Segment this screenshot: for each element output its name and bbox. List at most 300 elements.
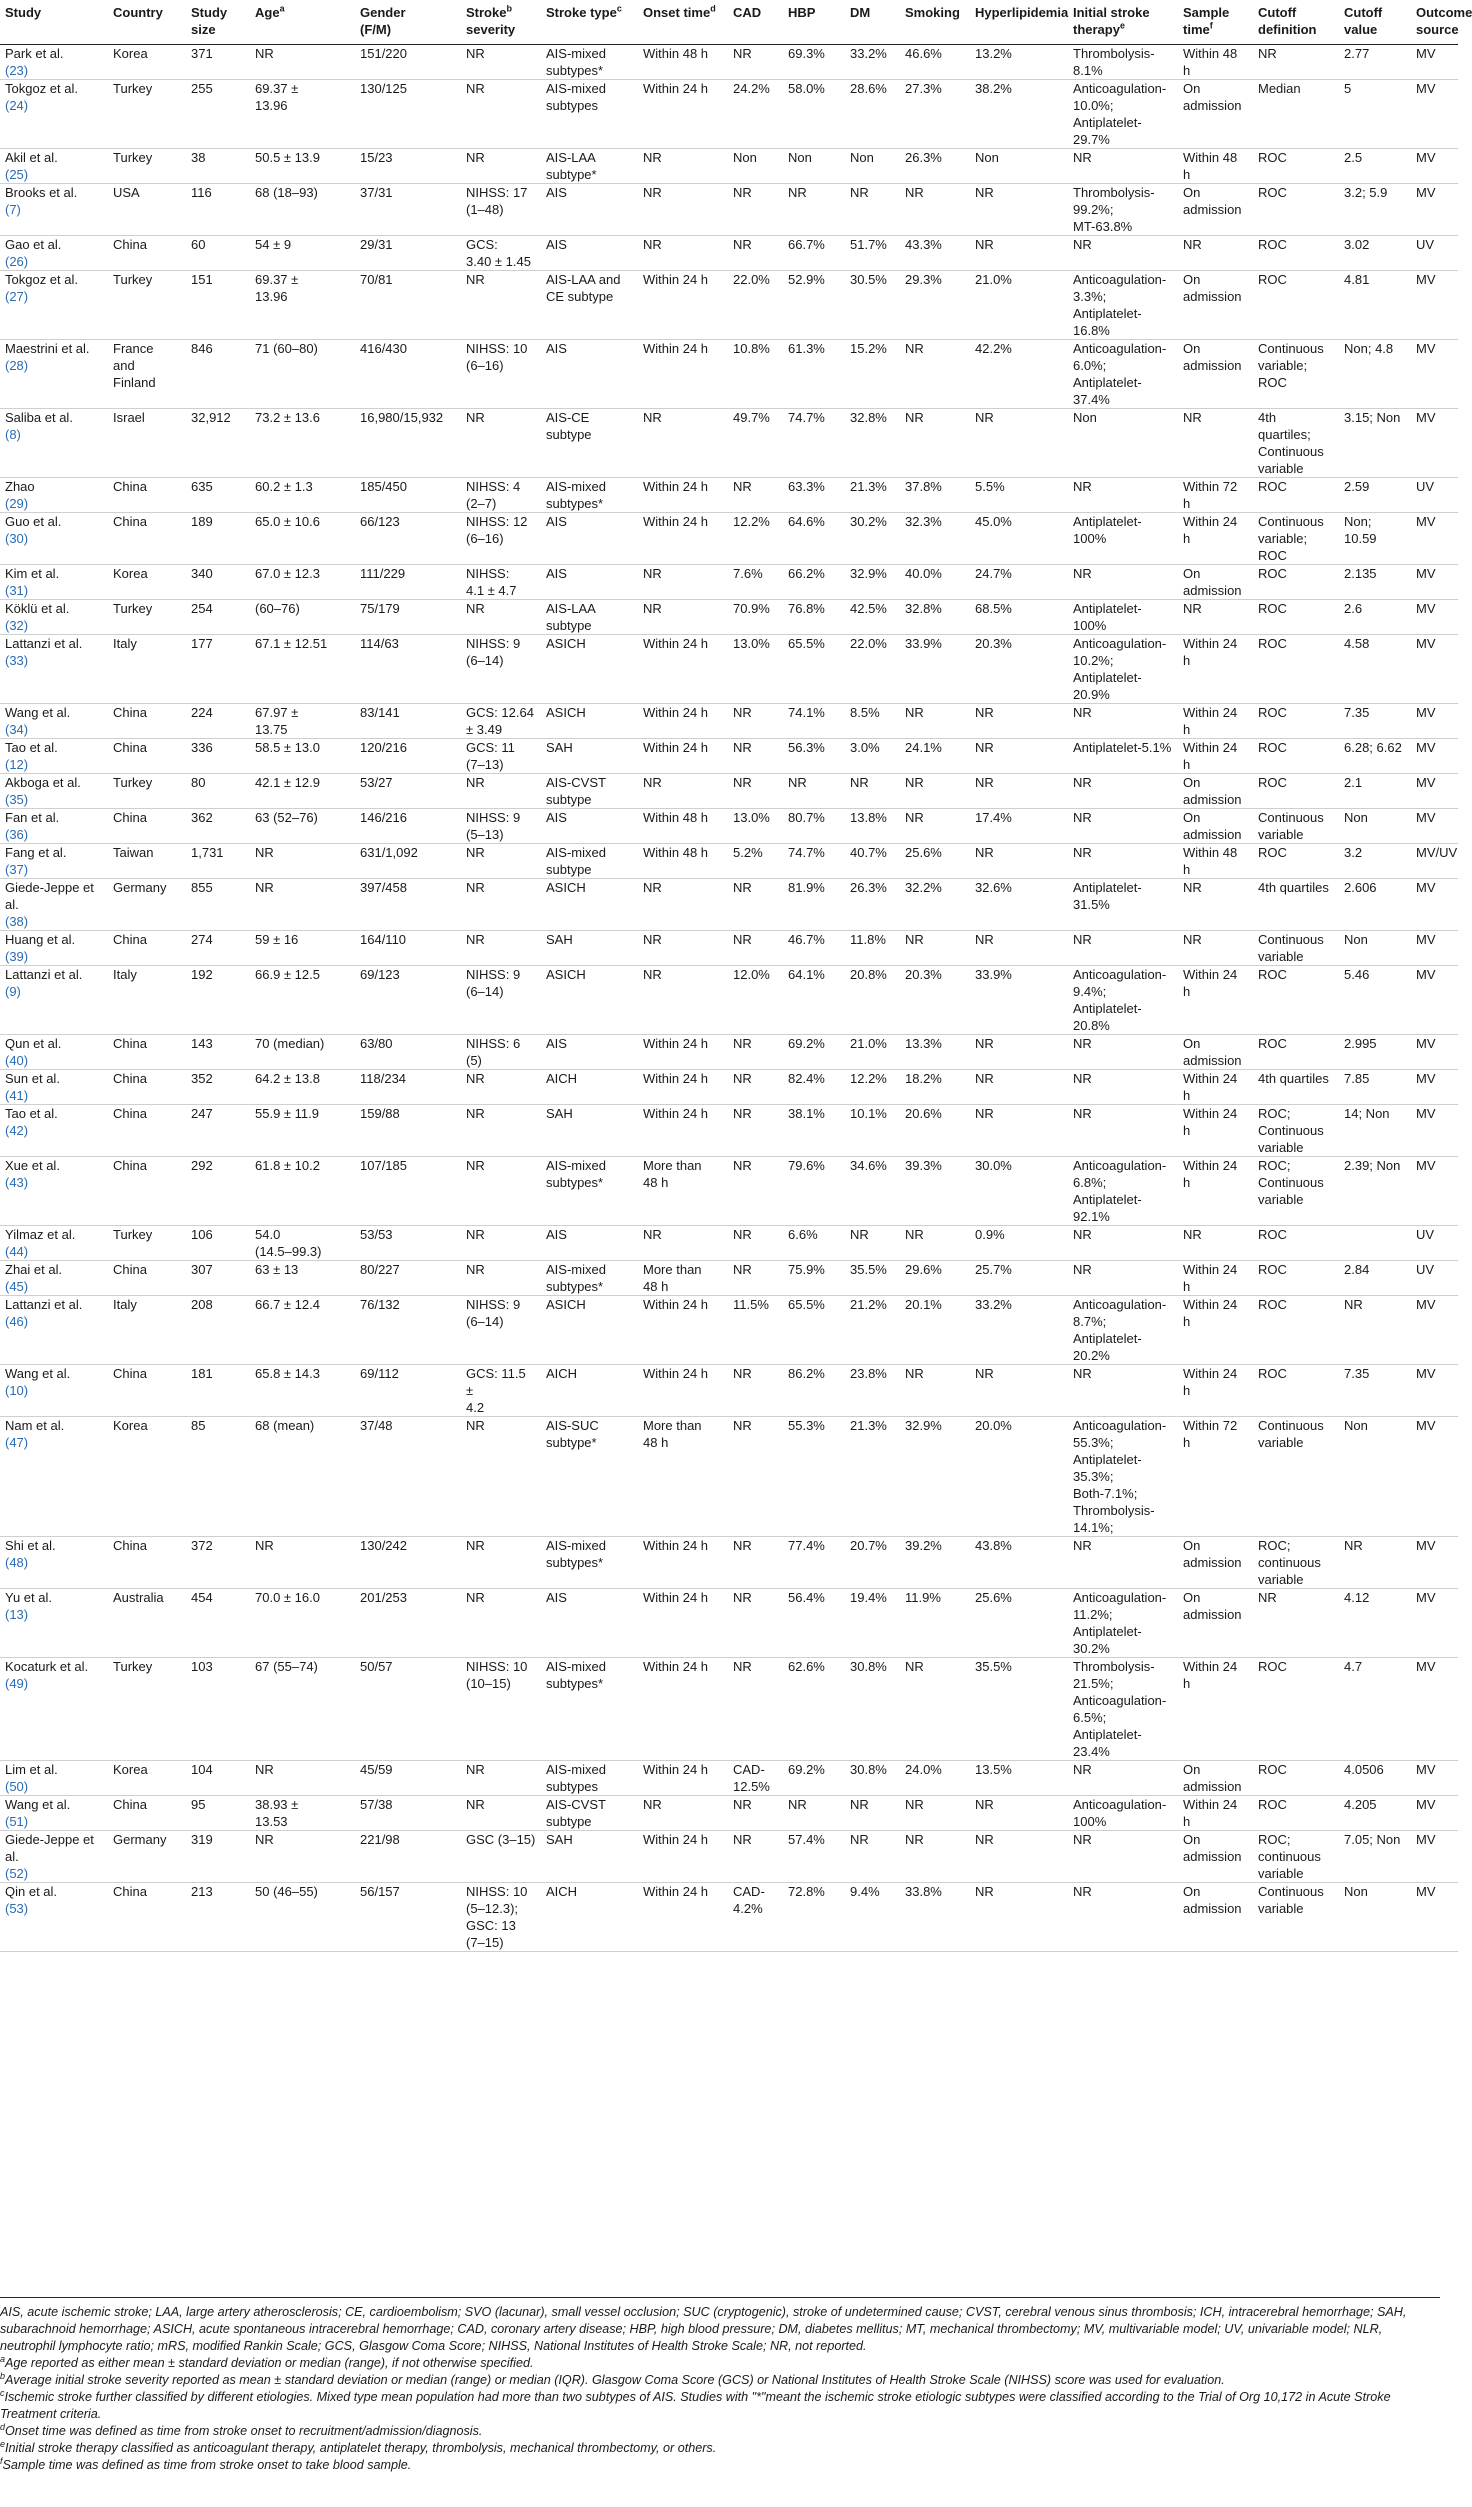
cell-value: NR [466,845,485,860]
cell-value: GCS: 3.40 ± 1.45 [466,237,531,269]
table-cell [1411,774,1458,809]
reference-link[interactable]: (9) [5,984,21,999]
table-cell [970,1035,1068,1070]
cell-value: Within 24 h [1183,1659,1238,1691]
study-name: Tao et al. [5,1106,58,1121]
cell-value: Korea [113,566,148,581]
abbreviations-note: AIS, acute ischemic stroke; LAA, large artery atherosclerosis; CE, cardioembolism; SVO (lacunar), small vessel occlusion; SUC (cryptogenic), stroke of undetermined cause; CVST, cerebral venous sinus thrombosis; ICH, intracerebral hemorrhage; SAH, subarachnoid hemorrhage; ASICH, acute spontaneous intracerebral hemorrhage; CAD, coronary artery disease; HBP, high blood pressure; DM, diabetes mellitus; MT, mechanical thrombectomy; MV, multivariable model; UV, univariable model; NLR, neutrophil lymphocyte ratio; mRS, modified Rankin Scale; GCS, Glasgow Coma Score; NIHSS, National Institutes of Health Stroke Scale; NR, not reported. [0,2305,1407,2353]
study-name: Qun et al. [5,1036,62,1051]
table-cell [1253,600,1339,635]
table-cell [1178,513,1253,565]
cell-value: 35.5% [975,1659,1012,1674]
reference-link[interactable]: (27) [5,289,29,304]
reference-link[interactable]: (53) [5,1901,29,1916]
table-cell [970,1226,1068,1261]
cell-value: NR [1073,932,1092,947]
table-cell [461,1537,541,1589]
table-row [0,966,1458,1035]
study-name: Brooks et al. [5,185,78,200]
table-cell [108,635,186,704]
cell-value: 340 [191,566,213,581]
cell-value: 61.8 ± 10.2 [255,1158,320,1173]
reference-link[interactable]: (30) [5,531,29,546]
cell-value: USA [113,185,140,200]
table-cell [541,809,638,844]
cell-value: NR [466,601,485,616]
cell-value: 372 [191,1538,213,1553]
table-cell [186,1589,250,1658]
cell-value: NR [466,775,485,790]
cell-value: 53/53 [360,1227,393,1242]
table-cell [845,340,900,409]
column-header [541,0,638,45]
table-cell [461,1035,541,1070]
cell-value: On admission [1183,1884,1242,1916]
reference-link[interactable]: (34) [5,722,29,737]
reference-link[interactable]: (33) [5,653,29,668]
cell-value: 70 (median) [255,1036,325,1051]
table-cell [900,340,970,409]
reference-link[interactable]: (50) [5,1779,29,1794]
study-cell [0,1831,108,1883]
cell-value: Antiplatelet- 100% [1073,514,1142,546]
table-cell [638,1070,728,1105]
table-cell [1068,600,1178,635]
reference-link[interactable]: (8) [5,427,21,442]
cell-value: NR [975,410,994,425]
reference-link[interactable]: (39) [5,949,29,964]
table-cell [541,184,638,236]
table-cell [250,600,355,635]
cell-value: ROC [1258,740,1287,755]
reference-link[interactable]: (37) [5,862,29,877]
reference-link[interactable]: (46) [5,1314,29,1329]
table-cell [461,565,541,600]
cell-value: 59 ± 16 [255,932,299,947]
cell-value: 80 [191,775,206,790]
cell-value: 86.2% [788,1366,825,1381]
cell-value: 69/123 [360,967,400,982]
table-cell [900,600,970,635]
table-cell [1253,1035,1339,1070]
study-cell [0,45,108,80]
table-cell [461,1883,541,1952]
table-cell [728,271,783,340]
cell-value: 855 [191,880,213,895]
cell-value: 32.3% [905,514,942,529]
table-cell [1178,635,1253,704]
table-cell [108,1105,186,1157]
cell-value: 2.606 [1344,880,1377,895]
table-cell [638,513,728,565]
reference-link[interactable]: (28) [5,358,29,373]
study-name: Qin et al. [5,1884,58,1899]
table-cell [638,1589,728,1658]
table-row [0,45,1458,80]
study-name: Lattanzi et al. [5,636,83,651]
reference-link[interactable]: (40) [5,1053,29,1068]
cell-value: 2.59 [1344,479,1370,494]
table-cell [783,1365,845,1417]
table-cell [1411,1157,1458,1226]
reference-link[interactable]: (29) [5,496,29,511]
table-cell [783,844,845,879]
table-cell [1339,184,1411,236]
study-name: Saliba et al. [5,410,73,425]
study-name: Sun et al. [5,1071,60,1086]
table-cell [1253,1796,1339,1831]
table-cell [461,1658,541,1761]
cell-value: 3.2 [1344,845,1363,860]
reference-link[interactable]: (35) [5,792,29,807]
cell-value: NR [466,81,485,96]
cell-value: NR [975,1832,994,1847]
table-cell [970,1658,1068,1761]
reference-link[interactable]: (10) [5,1383,29,1398]
column-header [1178,0,1253,45]
study-name: Tokgoz et al. [5,272,78,287]
cell-value: NR [733,185,752,200]
table-row [0,1157,1458,1226]
reference-link[interactable]: (12) [5,757,29,772]
reference-link[interactable]: (51) [5,1814,29,1829]
table-cell [638,1537,728,1589]
table-cell [186,1365,250,1417]
table-cell [355,271,461,340]
reference-link[interactable]: (43) [5,1175,29,1190]
table-cell [1253,1105,1339,1157]
table-cell [1411,1883,1458,1952]
column-header-label-suffix: severity [466,22,516,37]
column-header [250,0,355,45]
cell-value: AIS [546,514,567,529]
cell-value: ROC [1258,967,1287,982]
cell-value: 2.77 [1344,46,1370,61]
cell-value: NR [643,185,662,200]
table-cell [845,1035,900,1070]
table-cell [355,809,461,844]
table-cell [1178,966,1253,1035]
study-name: Gao et al. [5,237,62,252]
study-name: Guo et al. [5,514,62,529]
cell-value: 16,980/15,932 [360,410,444,425]
cell-value: AIS-mixed subtypes* [546,1538,606,1570]
table-cell [461,739,541,774]
cell-value: 65.5% [788,636,825,651]
table-cell [845,1537,900,1589]
reference-link[interactable]: (23) [5,63,29,78]
table-cell [638,1831,728,1883]
table-row [0,184,1458,236]
table-cell [638,1883,728,1952]
cell-value: 67.0 ± 12.3 [255,566,320,581]
cell-value: ROC [1258,237,1287,252]
cell-value: 71 (60–80) [255,341,318,356]
table-cell [1068,879,1178,931]
reference-link[interactable]: (42) [5,1123,29,1138]
reference-link[interactable]: (24) [5,98,29,113]
table-cell [461,80,541,149]
table-cell [638,600,728,635]
cell-value: 66.7 ± 12.4 [255,1297,320,1312]
table-row [0,409,1458,478]
cell-value: 106 [191,1227,213,1242]
column-header [728,0,783,45]
cell-value: NR [1073,566,1092,581]
cell-value: UV [1416,1227,1435,1242]
reference-link[interactable]: (7) [5,202,21,217]
cell-value: Turkey [113,1659,153,1674]
table-row [0,600,1458,635]
reference-link[interactable]: (48) [5,1555,29,1570]
cell-value: Within 24 h [1183,1297,1238,1329]
table-cell [108,1296,186,1365]
table-cell [638,236,728,271]
cell-value: NR [255,46,274,61]
study-name: Xue et al. [5,1158,60,1173]
cell-value: NR [733,1158,752,1173]
cell-value: NR [975,845,994,860]
table-cell [728,478,783,513]
cell-value: Within 24 h [643,1884,709,1899]
cell-value: NIHSS: 9 (5–13) [466,810,521,842]
cell-value: 20.0% [975,1418,1012,1433]
cell-value: Thrombolysis- 99.2%; MT-63.8% [1073,185,1155,234]
table-cell [845,513,900,565]
study-name: Shi et al. [5,1538,56,1553]
cell-value: Within 24 h [1183,636,1238,668]
study-cell [0,931,108,966]
cell-value: NR [733,237,752,252]
column-header [783,0,845,45]
table-cell [845,478,900,513]
table-cell [1178,1226,1253,1261]
table-cell [1411,236,1458,271]
reference-link[interactable]: (44) [5,1244,29,1259]
table-cell [461,409,541,478]
table-cell [1068,1417,1178,1537]
cell-value: Within 24 h [643,1659,709,1674]
table-cell [250,1261,355,1296]
reference-link[interactable]: (32) [5,618,29,633]
cell-value: NR [733,1832,752,1847]
cell-value: NR [1183,237,1202,252]
table-cell [1253,774,1339,809]
table-cell [1068,236,1178,271]
cell-value: Anticoagulation- 10.2%; Antiplatelet- 20.9% [1073,636,1167,702]
cell-value: 846 [191,341,213,356]
reference-link[interactable]: (13) [5,1607,29,1622]
table-cell [108,1658,186,1761]
cell-value: Anticoagulation- 6.0%; Antiplatelet- 37.4% [1073,341,1167,407]
table-cell [1253,809,1339,844]
reference-link[interactable]: (26) [5,254,29,269]
table-cell [250,1761,355,1796]
cell-value: China [113,1106,147,1121]
reference-link[interactable]: (52) [5,1866,29,1881]
cell-value: NR [466,1262,485,1277]
table-cell [1411,1537,1458,1589]
table-cell [900,1658,970,1761]
cell-value: NR [255,1762,274,1777]
cell-value: ROC [1258,775,1287,790]
cell-value: Non [1344,810,1368,825]
cell-value: 64.6% [788,514,825,529]
table-cell [970,478,1068,513]
cell-value: 7.05; Non [1344,1832,1401,1847]
cell-value: 22.0% [733,272,770,287]
table-cell [461,184,541,236]
cell-value: NIHSS: 9 (6–14) [466,1297,521,1329]
cell-value: 29.6% [905,1262,942,1277]
table-cell [783,45,845,80]
table-cell [108,966,186,1035]
table-cell [1339,739,1411,774]
table-cell [1178,1035,1253,1070]
column-header-label: Country [113,5,163,20]
cell-value: MV [1416,705,1436,720]
table-row [0,1105,1458,1157]
table-row [0,1070,1458,1105]
cell-value: MV [1416,1884,1436,1899]
table-cell [1068,1761,1178,1796]
study-name: Park et al. [5,46,64,61]
table-cell [728,1417,783,1537]
column-header-label: DM [850,5,871,20]
table-cell [250,1226,355,1261]
table-cell [1253,236,1339,271]
table-cell [845,739,900,774]
table-cell [541,271,638,340]
table-cell [355,1365,461,1417]
table-cell [541,565,638,600]
study-cell [0,478,108,513]
cell-value: 69.2% [788,1036,825,1051]
table-cell [638,879,728,931]
table-cell [1068,271,1178,340]
table-cell [970,184,1068,236]
table-cell [355,1296,461,1365]
reference-link[interactable]: (41) [5,1088,29,1103]
cell-value: CAD- 12.5% [733,1762,770,1794]
table-cell [970,704,1068,739]
reference-link[interactable]: (36) [5,827,29,842]
reference-link[interactable]: (49) [5,1676,29,1691]
cell-value: 208 [191,1297,213,1312]
table-cell [1411,1070,1458,1105]
study-name: Akil et al. [5,150,58,165]
cell-value: Within 72 h [1183,1418,1238,1450]
column-header-label: Age [255,5,280,20]
reference-link[interactable]: (31) [5,583,29,598]
table-cell [1411,80,1458,149]
column-header-label: Stroke type [546,5,617,20]
table-cell [845,1070,900,1105]
reference-link[interactable]: (47) [5,1435,29,1450]
table-cell [1339,1035,1411,1070]
cell-value: Anticoagulation- 55.3%; Antiplatelet- 35.3%; Both-7.1%; Thrombolysis- 14.1%; [1073,1418,1167,1535]
reference-link[interactable]: (45) [5,1279,29,1294]
table-cell [186,739,250,774]
cell-value: 274 [191,932,213,947]
table-row [0,236,1458,271]
table-cell [355,1589,461,1658]
table-cell [783,409,845,478]
cell-value: Within 24 h [643,705,709,720]
table-cell [1253,45,1339,80]
table-header [0,0,1472,45]
table-cell [783,271,845,340]
cell-value: ROC [1258,636,1287,651]
table-cell [355,635,461,704]
table-cell [355,236,461,271]
cell-value: 56/157 [360,1884,400,1899]
table-cell [1411,409,1458,478]
table-cell [1068,704,1178,739]
cell-value: 39.2% [905,1538,942,1553]
cell-value: 12.0% [733,967,770,982]
cell-value: NR [975,1797,994,1812]
table-cell [541,340,638,409]
cell-value: Italy [113,1297,137,1312]
cell-value: China [113,740,147,755]
reference-link[interactable]: (38) [5,914,29,929]
table-cell [900,1417,970,1537]
cell-value: 2.6 [1344,601,1363,616]
table-cell [970,1296,1068,1365]
table-cell [1339,1796,1411,1831]
cell-value: NR [975,1884,994,1899]
cell-value: NR [1073,479,1092,494]
cell-value: 65.5% [788,1297,825,1312]
table-row [0,1261,1458,1296]
table-cell [250,844,355,879]
cell-value: 11.8% [850,932,886,947]
cell-value: France and Finland [113,341,156,390]
table-cell [845,271,900,340]
table-cell [728,774,783,809]
cell-value: MV [1416,601,1436,616]
table-cell [1178,1796,1253,1831]
table-cell [638,1105,728,1157]
study-cell [0,1157,108,1226]
table-cell [461,809,541,844]
table-cell [728,1537,783,1589]
cell-value: 69.37 ± 13.96 [255,272,299,304]
table-cell [970,1105,1068,1157]
reference-link[interactable]: (25) [5,167,29,182]
cell-value: Within 24 h [643,479,709,494]
table-cell [1339,1537,1411,1589]
cell-value: NR [466,46,485,61]
cell-value: Within 24 h [1183,1797,1238,1829]
header-row [0,0,1458,45]
table-cell [970,809,1068,844]
table-cell [900,1226,970,1261]
cell-value: 107/185 [360,1158,407,1173]
cell-value: NR [643,601,662,616]
table-cell [783,340,845,409]
cell-value: On admission [1183,1538,1242,1570]
table-cell [1339,1417,1411,1537]
table-cell [845,966,900,1035]
cell-value: NR [1073,1071,1092,1086]
cell-value: Thrombolysis- 21.5%; Anticoagulation- 6.5%; Antiplatelet- 23.4% [1073,1659,1167,1759]
cell-value: 38.93 ± 13.53 [255,1797,299,1829]
table-cell [783,1831,845,1883]
table-cell [1411,340,1458,409]
cell-value: 4th quartiles; Continuous variable [1258,410,1324,476]
